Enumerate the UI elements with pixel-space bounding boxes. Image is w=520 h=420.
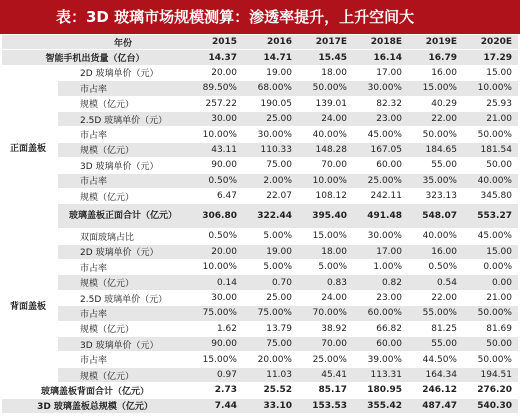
- table-row: [2, 398, 518, 413]
- value-cell: 2.00%: [243, 173, 298, 188]
- value-cell: 30.00%: [243, 127, 298, 142]
- row-label: 2.5D 玻璃单价（元）: [58, 111, 188, 126]
- value-cell: 20.00: [188, 65, 243, 80]
- value-cell: 50.00: [463, 158, 518, 173]
- value-cell: 40.29: [408, 96, 463, 111]
- value-cell: 68.00%: [243, 81, 298, 96]
- row-label: 规模（亿元）: [58, 275, 188, 290]
- header-row: [2, 35, 518, 50]
- row-label: 玻璃盖板正面合计（亿元）: [58, 204, 188, 229]
- table-row: [2, 81, 518, 96]
- value-cell: 1.62: [188, 321, 243, 336]
- value-cell: 45.41: [298, 367, 353, 382]
- value-cell: 60.00: [353, 337, 408, 352]
- year-header: 2016: [243, 35, 298, 50]
- value-cell: 82.32: [353, 96, 408, 111]
- value-cell: 1.00%: [353, 260, 408, 275]
- value-cell: 90.00: [188, 337, 243, 352]
- value-cell: 553.27: [463, 204, 518, 229]
- value-cell: 39.00%: [353, 352, 408, 367]
- value-cell: 110.33: [243, 142, 298, 157]
- value-cell: 16.00: [408, 65, 463, 80]
- value-cell: 43.11: [188, 142, 243, 157]
- table-row: [2, 142, 518, 157]
- value-cell: 70.00: [298, 158, 353, 173]
- row-label: 规模（亿元）: [58, 367, 188, 382]
- value-cell: 5.00%: [298, 260, 353, 275]
- value-cell: 17.29: [463, 50, 518, 65]
- value-cell: 19.00: [243, 244, 298, 259]
- header-row-label: 年份: [58, 35, 188, 50]
- row-label: 市占率: [58, 352, 188, 367]
- value-cell: 15.00%: [298, 229, 353, 244]
- value-cell: 15.00: [463, 65, 518, 80]
- value-cell: 35.00%: [408, 173, 463, 188]
- value-cell: 246.12: [408, 383, 463, 398]
- value-cell: 20.00: [188, 244, 243, 259]
- value-cell: 0.70: [243, 275, 298, 290]
- value-cell: 15.00%: [188, 352, 243, 367]
- table-row: [2, 337, 518, 352]
- market-size-table: [2, 35, 518, 414]
- table-row: [2, 229, 518, 244]
- row-label: 2.5D 玻璃单价（元）: [58, 290, 188, 305]
- value-cell: 491.48: [353, 204, 408, 229]
- value-cell: 113.31: [353, 367, 408, 382]
- value-cell: 33.10: [243, 398, 298, 413]
- value-cell: 0.00: [463, 275, 518, 290]
- value-cell: 70.00%: [298, 306, 353, 321]
- row-label: 规模（亿元）: [58, 321, 188, 336]
- value-cell: 75.00%: [243, 306, 298, 321]
- table-body: [2, 35, 518, 413]
- value-cell: 25.00: [243, 290, 298, 305]
- year-header: 2017E: [298, 35, 353, 50]
- value-cell: 15.45: [298, 50, 353, 65]
- value-cell: 322.44: [243, 204, 298, 229]
- row-label: 规模（亿元）: [58, 142, 188, 157]
- value-cell: 10.00%: [463, 81, 518, 96]
- value-cell: 2.73: [188, 383, 243, 398]
- table-row: [2, 65, 518, 80]
- value-cell: 194.51: [463, 367, 518, 382]
- value-cell: 75.00: [243, 337, 298, 352]
- value-cell: 21.00: [463, 290, 518, 305]
- value-cell: 18.00: [298, 244, 353, 259]
- table-row: [2, 260, 518, 275]
- table-row: [2, 127, 518, 142]
- value-cell: 487.47: [408, 398, 463, 413]
- value-cell: 19.00: [243, 65, 298, 80]
- row-label: 市占率: [58, 127, 188, 142]
- table-row: [2, 290, 518, 305]
- table-row: [2, 158, 518, 173]
- row-label: 智能手机出货量（亿台）: [2, 50, 188, 65]
- value-cell: 108.12: [298, 188, 353, 203]
- row-label: 规模（亿元）: [58, 96, 188, 111]
- value-cell: 20.00%: [243, 352, 298, 367]
- table-row: [2, 96, 518, 111]
- value-cell: 15.00%: [408, 81, 463, 96]
- value-cell: 18.00: [298, 65, 353, 80]
- row-label: 市占率: [58, 260, 188, 275]
- value-cell: 0.97: [188, 367, 243, 382]
- value-cell: 17.00: [353, 65, 408, 80]
- table-row: [2, 50, 518, 65]
- value-cell: 5.00%: [243, 229, 298, 244]
- value-cell: 139.01: [298, 96, 353, 111]
- value-cell: 30.00%: [353, 81, 408, 96]
- value-cell: 60.00%: [353, 306, 408, 321]
- value-cell: 22.00: [408, 290, 463, 305]
- value-cell: 167.05: [353, 142, 408, 157]
- section-cell: [2, 35, 58, 50]
- table-row: [2, 275, 518, 290]
- table-row: [2, 367, 518, 382]
- value-cell: 50.00%: [463, 306, 518, 321]
- value-cell: 180.95: [353, 383, 408, 398]
- value-cell: 38.92: [298, 321, 353, 336]
- value-cell: 24.00: [298, 290, 353, 305]
- value-cell: 50.00%: [463, 352, 518, 367]
- value-cell: 0.50%: [188, 173, 243, 188]
- row-label: 2D 玻璃单价（元）: [58, 65, 188, 80]
- value-cell: 0.00%: [463, 260, 518, 275]
- value-cell: 40.00%: [298, 127, 353, 142]
- value-cell: 55.00: [408, 337, 463, 352]
- row-label: 市占率: [58, 81, 188, 96]
- row-label: 双面玻璃占比: [58, 229, 188, 244]
- value-cell: 55.00: [408, 158, 463, 173]
- value-cell: 16.14: [353, 50, 408, 65]
- table-row: [2, 188, 518, 203]
- value-cell: 0.14: [188, 275, 243, 290]
- value-cell: 81.69: [463, 321, 518, 336]
- value-cell: 355.42: [353, 398, 408, 413]
- value-cell: 306.80: [188, 204, 243, 229]
- value-cell: 181.54: [463, 142, 518, 157]
- value-cell: 66.82: [353, 321, 408, 336]
- value-cell: 164.34: [408, 367, 463, 382]
- table-row: [2, 321, 518, 336]
- value-cell: 25.00: [243, 111, 298, 126]
- value-cell: 25.52: [243, 383, 298, 398]
- value-cell: 50.00: [463, 337, 518, 352]
- value-cell: 50.00%: [408, 127, 463, 142]
- row-label: 规模（亿元）: [58, 188, 188, 203]
- value-cell: 10.00%: [188, 127, 243, 142]
- value-cell: 540.30: [463, 398, 518, 413]
- value-cell: 6.47: [188, 188, 243, 203]
- value-cell: 7.44: [188, 398, 243, 413]
- value-cell: 153.53: [298, 398, 353, 413]
- value-cell: 60.00: [353, 158, 408, 173]
- value-cell: 25.00%: [353, 173, 408, 188]
- value-cell: 0.82: [353, 275, 408, 290]
- value-cell: 345.80: [463, 188, 518, 203]
- row-label: 玻璃盖板背面合计（亿元）: [2, 383, 188, 398]
- table-title: 表：3D 玻璃市场规模测算：渗透率提升，上升空间大: [0, 0, 520, 34]
- value-cell: 23.00: [353, 290, 408, 305]
- value-cell: 50.00%: [298, 81, 353, 96]
- value-cell: 50.00%: [463, 127, 518, 142]
- value-cell: 257.22: [188, 96, 243, 111]
- value-cell: 85.17: [298, 383, 353, 398]
- row-label: 3D 玻璃单价（元）: [58, 337, 188, 352]
- value-cell: 548.07: [408, 204, 463, 229]
- value-cell: 17.00: [353, 244, 408, 259]
- value-cell: 242.11: [353, 188, 408, 203]
- value-cell: 14.71: [243, 50, 298, 65]
- value-cell: 81.25: [408, 321, 463, 336]
- value-cell: 0.50%: [408, 260, 463, 275]
- value-cell: 30.00: [188, 111, 243, 126]
- table-row: [2, 306, 518, 321]
- value-cell: 10.00%: [188, 260, 243, 275]
- value-cell: 21.00: [463, 111, 518, 126]
- table-row: [2, 383, 518, 398]
- table-row: [2, 204, 518, 229]
- value-cell: 395.40: [298, 204, 353, 229]
- value-cell: 55.00%: [408, 306, 463, 321]
- value-cell: 22.07: [243, 188, 298, 203]
- value-cell: 30.00%: [353, 229, 408, 244]
- row-label: 2D 玻璃单价（元）: [58, 244, 188, 259]
- value-cell: 13.79: [243, 321, 298, 336]
- section-label-front: 正面盖板: [2, 65, 58, 229]
- table-row: [2, 244, 518, 259]
- value-cell: 30.00: [188, 290, 243, 305]
- value-cell: 40.00%: [408, 229, 463, 244]
- row-label: 3D 玻璃单价（元）: [58, 158, 188, 173]
- table-row: [2, 352, 518, 367]
- value-cell: 45.00%: [353, 127, 408, 142]
- row-label: 3D 玻璃盖板总规模（亿元）: [2, 398, 188, 413]
- value-cell: 89.50%: [188, 81, 243, 96]
- value-cell: 75.00: [243, 158, 298, 173]
- value-cell: 323.13: [408, 188, 463, 203]
- value-cell: 90.00: [188, 158, 243, 173]
- row-label: 市占率: [58, 173, 188, 188]
- value-cell: 25.93: [463, 96, 518, 111]
- value-cell: 5.00%: [243, 260, 298, 275]
- value-cell: 0.83: [298, 275, 353, 290]
- value-cell: 25.00%: [298, 352, 353, 367]
- value-cell: 45.00%: [463, 229, 518, 244]
- value-cell: 10.00%: [298, 173, 353, 188]
- value-cell: 23.00: [353, 111, 408, 126]
- year-header: 2020E: [463, 35, 518, 50]
- value-cell: 16.79: [408, 50, 463, 65]
- value-cell: 190.05: [243, 96, 298, 111]
- value-cell: 75.00%: [188, 306, 243, 321]
- value-cell: 70.00: [298, 337, 353, 352]
- value-cell: 15.00: [463, 244, 518, 259]
- value-cell: 16.00: [408, 244, 463, 259]
- row-label: 市占率: [58, 306, 188, 321]
- value-cell: 11.03: [243, 367, 298, 382]
- table-row: [2, 111, 518, 126]
- value-cell: 14.37: [188, 50, 243, 65]
- value-cell: 0.54: [408, 275, 463, 290]
- value-cell: 276.20: [463, 383, 518, 398]
- value-cell: 22.00: [408, 111, 463, 126]
- value-cell: 40.00%: [463, 173, 518, 188]
- value-cell: 184.65: [408, 142, 463, 157]
- section-label-back: 背面盖板: [2, 229, 58, 383]
- value-cell: 44.50%: [408, 352, 463, 367]
- year-header: 2015: [188, 35, 243, 50]
- value-cell: 24.00: [298, 111, 353, 126]
- value-cell: 148.28: [298, 142, 353, 157]
- year-header: 2019E: [408, 35, 463, 50]
- value-cell: 0.50%: [188, 229, 243, 244]
- year-header: 2018E: [353, 35, 408, 50]
- table-row: [2, 173, 518, 188]
